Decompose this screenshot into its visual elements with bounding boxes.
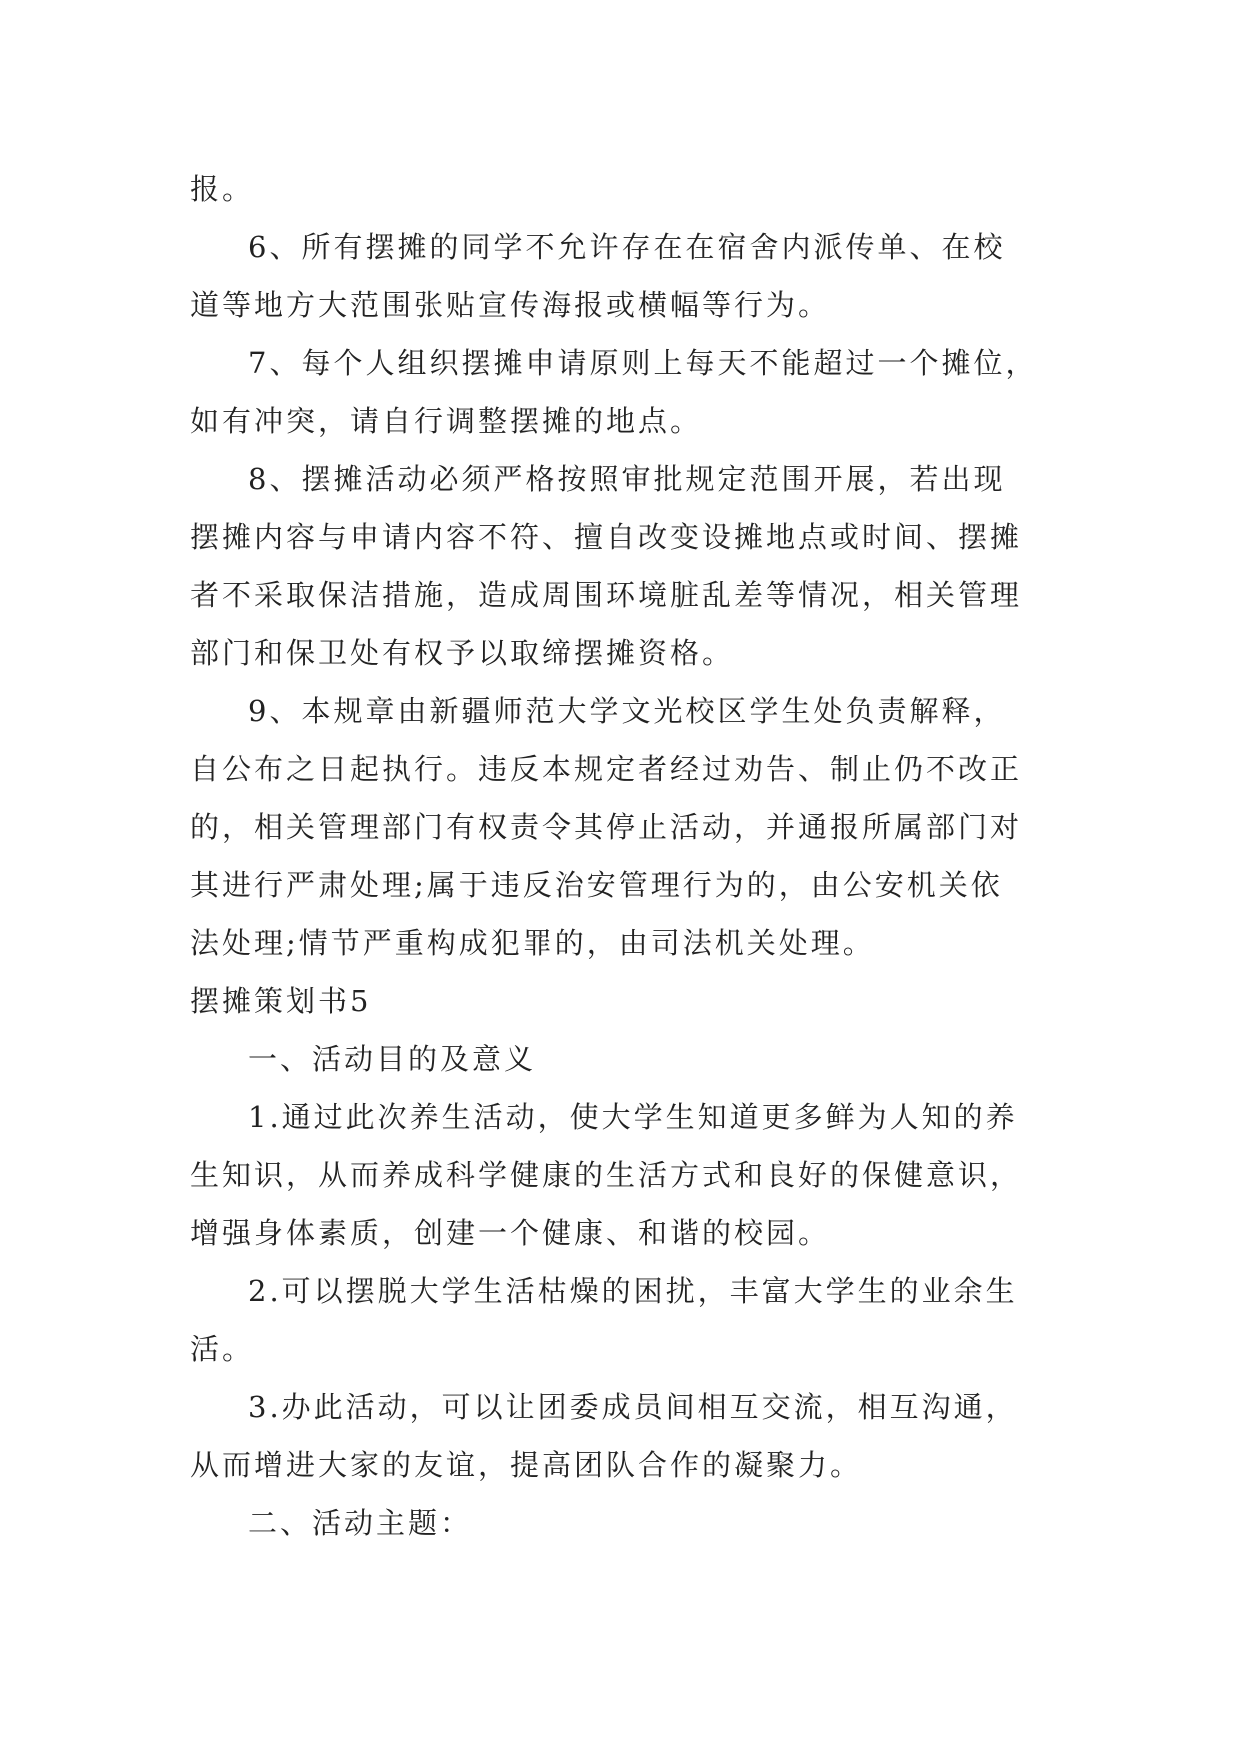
text-line: 生知识，从而养成科学健康的生活方式和良好的保健意识， [190, 1158, 1023, 1192]
text-line: 从而增进大家的友谊，提高团队合作的凝聚力。 [190, 1448, 863, 1482]
text-line: 道等地方大范围张贴宣传海报或横幅等行为。 [190, 288, 831, 322]
text-line: 二、活动主题： [248, 1506, 473, 1540]
text-line: 7、每个人组织摆摊申请原则上每天不能超过一个摊位， [248, 346, 1038, 380]
text-line: 部门和保卫处有权予以取缔摆摊资格。 [190, 636, 735, 670]
text-line: 一、活动目的及意义 [248, 1042, 537, 1076]
text-line: 如有冲突，请自行调整摆摊的地点。 [190, 404, 703, 438]
text-line: 9、本规章由新疆师范大学文光校区学生处负责解释， [248, 694, 1006, 728]
text-line: 摆摊内容与申请内容不符、擅自改变设摊地点或时间、摆摊 [190, 520, 1023, 554]
text-line: 的，相关管理部门有权责令其停止活动，并通报所属部门对 [190, 810, 1023, 844]
text-line: 法处理;情节严重构成犯罪的，由司法机关处理。 [190, 926, 875, 960]
text-line: 活。 [190, 1332, 255, 1366]
text-line: 自公布之日起执行。违反本规定者经过劝告、制止仍不改正 [190, 752, 1023, 786]
section-heading: 摆摊策划书5 [190, 984, 372, 1018]
text-line: 者不采取保洁措施，造成周围环境脏乱差等情况，相关管理 [190, 578, 1023, 612]
text-line: 3.办此活动，可以让团委成员间相互交流，相互沟通， [248, 1390, 1018, 1424]
text-line: 1.通过此次养生活动，使大学生知道更多鲜为人知的养 [248, 1100, 1018, 1134]
text-line: 其进行严肃处理;属于违反治安管理行为的，由公安机关依 [190, 868, 1003, 902]
text-line: 增强身体素质，创建一个健康、和谐的校园。 [190, 1216, 831, 1250]
text-line: 6、所有摆摊的同学不允许存在在宿舍内派传单、在校 [248, 230, 1006, 264]
document-page [190, 160, 1070, 1552]
text-line: 8、摆摊活动必须严格按照审批规定范围开展，若出现 [248, 462, 1006, 496]
text-line: 报。 [190, 172, 255, 206]
text-line: 2.可以摆脱大学生活枯燥的困扰，丰富大学生的业余生 [248, 1274, 1018, 1308]
